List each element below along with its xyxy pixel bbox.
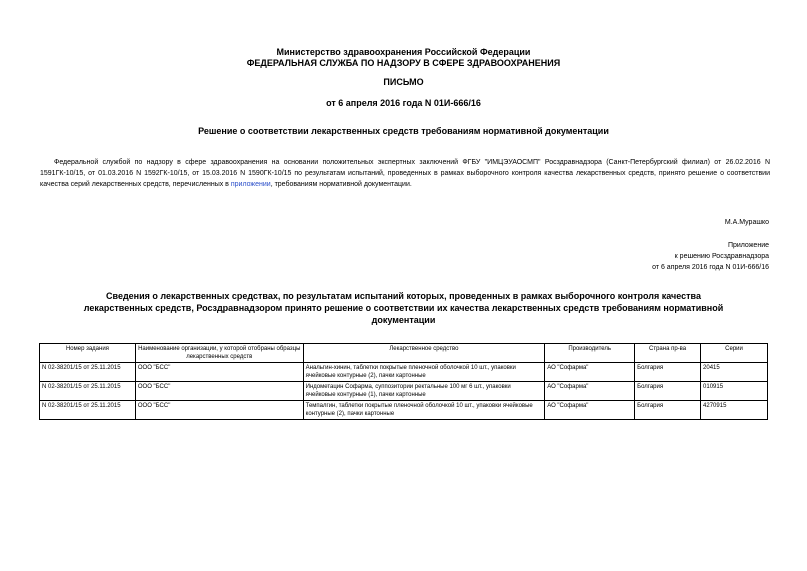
column-header: Номер задания — [40, 344, 136, 363]
medicines-table — [39, 343, 768, 420]
column-header: Наименование организации, у которой отобраны образцы лекарственных средств — [135, 344, 303, 363]
table-cell: N 02-38201/15 от 25.11.2015 — [40, 401, 136, 420]
table-cell: Болгария — [635, 401, 701, 420]
table-cell: Анальгин-хинин, таблетки покрытые пленочной оболочкой 10 шт., упаковки ячейковые контурные (2), пачки картонные — [303, 363, 545, 382]
table-row — [40, 363, 768, 382]
table-cell: 010915 — [701, 382, 768, 401]
table-cell: Болгария — [635, 363, 701, 382]
body-text-part1: Федеральной службой по надзору в сфере здравоохранения на основании положительных экспертных заключений ФГБУ "ИМЦЭУАОСМП" Росздравнадзора (Санкт-Петербургский филиал) от 26.02.2016 N 1591ГК-10/15, от 01.03.2016 N 1592ГК-10/15, от 15.03.2016 N 1590ГК-10/15 по результатам испытаний, проведенных в рамках выборочного контроля качества лекарственных средств, принято решение о соответствии качества серий лекарственных средств, перечисленных в — [40, 159, 770, 188]
table-cell: АО "Софарма" — [545, 363, 635, 382]
letter-body — [40, 157, 770, 190]
table-cell: N 02-38201/15 от 25.11.2015 — [40, 363, 136, 382]
body-text-part2: , требованиям нормативной документации. — [270, 181, 412, 188]
table-cell: N 02-38201/15 от 25.11.2015 — [40, 382, 136, 401]
table-cell: ООО "БСС" — [135, 401, 303, 420]
appendix-line-1: Приложение — [727, 242, 769, 249]
table-cell: Темпалгин, таблетки покрытые пленочной оболочкой 10 шт., упаковки ячейковые контурные (2), пачки картонные — [303, 401, 545, 420]
table-row — [40, 382, 768, 401]
document-title: Решение о соответствии лекарственных средств требованиям нормативной документации — [198, 126, 609, 136]
signature: М.А.Мурашко — [724, 219, 769, 226]
appendix-header — [519, 240, 769, 273]
table-cell: 20415 — [701, 363, 768, 382]
column-header: Серии — [701, 344, 768, 363]
document-date: от 6 апреля 2016 года N 01И-666/16 — [326, 98, 481, 108]
table-cell: ООО "БСС" — [135, 363, 303, 382]
table-cell: 4270915 — [701, 401, 768, 420]
table-cell: Индометацин Софарма, суппозитории ректальные 100 мг 6 шт., упаковки ячейковые контурные (1), пачки картонные — [303, 382, 545, 401]
column-header: Производитель — [545, 344, 635, 363]
appendix-line-2: к решению Росздравнадзора — [674, 253, 769, 260]
ministry-heading: Министерство здравоохранения Российской Федерации — [276, 47, 531, 57]
column-header: Лекарственное средство — [303, 344, 545, 363]
document-type: ПИСЬМО — [383, 77, 424, 87]
table-header-row — [40, 344, 768, 363]
service-heading: ФЕДЕРАЛЬНАЯ СЛУЖБА ПО НАДЗОРУ В СФЕРЕ ЗДРАВООХРАНЕНИЯ — [246, 58, 561, 68]
appendix-line-3: от 6 апреля 2016 года N 01И-666/16 — [652, 264, 769, 271]
table-cell: АО "Софарма" — [545, 382, 635, 401]
table-cell: ООО "БСС" — [135, 382, 303, 401]
column-header: Страна пр-ва — [635, 344, 701, 363]
appendix-title: Сведения о лекарственных средствах, по результатам испытаний которых, проведенных в рамках выборочного контроля качества лекарственных средств, Росздравнадзором принято решение о соответствии их качества лекарственных средств требованиям нормативной документации — [83, 291, 724, 325]
table-cell: Болгария — [635, 382, 701, 401]
table-cell: АО "Софарма" — [545, 401, 635, 420]
table-row — [40, 401, 768, 420]
appendix-link[interactable]: приложении — [230, 181, 271, 188]
